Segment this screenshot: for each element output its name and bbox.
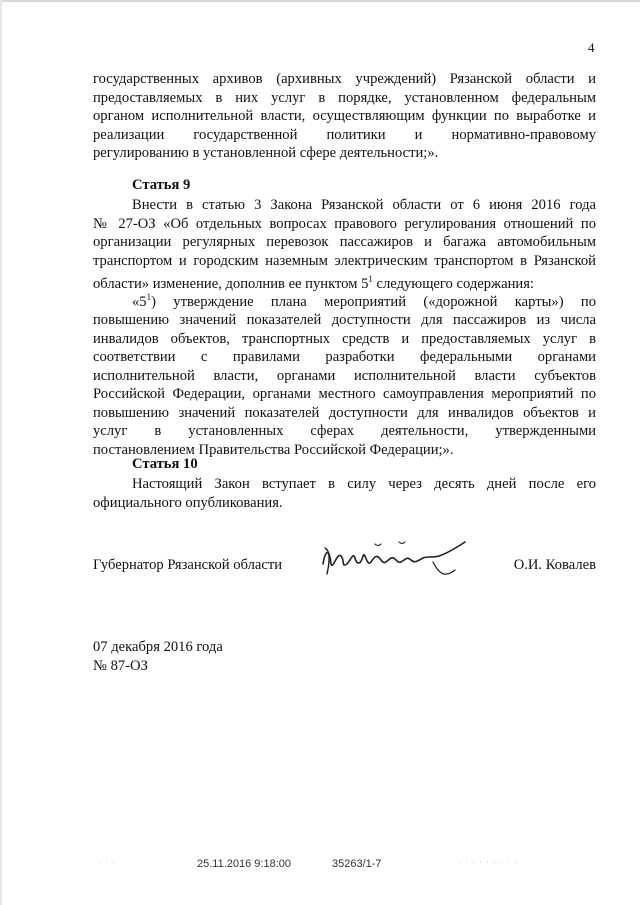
text-line: официального опубликования. xyxy=(93,494,283,511)
scan-edge-top xyxy=(0,0,640,2)
text-fragment: области» изменение, дополнив ее пунктом 5 xyxy=(93,275,369,292)
page-number: 4 xyxy=(588,40,595,55)
scan-edge-left xyxy=(0,0,2,905)
text-line: исполнительной власти, органами исполнительной власти субъектов xyxy=(93,367,596,384)
text-line: Внести в статью 3 Закона Рязанской области от 6 июня 2016 года xyxy=(132,197,596,213)
text-line: повышению значений показателей доступности для пассажиров из числа xyxy=(93,312,596,329)
scan-noise: · · · xyxy=(98,858,116,867)
handwritten-signature xyxy=(315,534,485,584)
text-line: регулированию в установленной сфере деятельности;». xyxy=(93,145,439,161)
law-date-number xyxy=(93,638,223,675)
paragraph-archives xyxy=(93,70,596,163)
registration-code: 35263/1-7 xyxy=(332,858,382,870)
text-line: предоставляемых в них услуг в порядке, установленном федеральным xyxy=(93,89,596,106)
article-9-heading: Статья 9 xyxy=(132,177,191,193)
law-date: 07 декабря 2016 года xyxy=(93,639,223,655)
text-fragment: «5 xyxy=(132,293,147,310)
article-10-paragraph xyxy=(93,475,596,512)
text-line: организации регулярных перевозок пассажиров и багажа автомобильным xyxy=(93,234,596,250)
superscript: 1 xyxy=(368,274,373,284)
text-line: органом исполнительной власти, осуществляющим функции по выработке и xyxy=(93,108,596,124)
signature-block xyxy=(93,557,596,587)
superscript: 1 xyxy=(146,292,152,302)
text-line: повышению значений показателей доступности для инвалидов объектов и xyxy=(93,404,596,421)
text-line: инвалидов объектов, транспортных средств и предоставляемых услуг в xyxy=(93,330,596,347)
text-fragment: ) утверждение плана мероприятий («дорожной карты») по xyxy=(151,293,596,310)
law-number: № 87-ОЗ xyxy=(93,657,148,674)
article-9-paragraph-b xyxy=(93,288,596,459)
text-line: транспортом и городским наземным электрическим транспортом в Рязанской xyxy=(93,252,596,269)
text-line: № 27-ОЗ «Об отдельных вопросах правового регулирования отношений по xyxy=(93,215,596,232)
signatory-name: О.И. Ковалев xyxy=(513,557,596,573)
signatory-title: Губернатор Рязанской области xyxy=(93,557,283,573)
text-fragment: следующего содержания: xyxy=(372,275,534,292)
text-line: услуг в установленных сферах деятельности, утвержденными xyxy=(93,423,596,440)
registration-datetime: 25.11.2016 9:18:00 xyxy=(197,858,291,870)
text-line xyxy=(93,288,596,311)
article-10-heading: Статья 10 xyxy=(132,456,198,472)
text-line: Настоящий Закон вступает в силу через десять дней после его xyxy=(132,476,596,492)
text-line: реализации государственной политики и нормативно-правовому xyxy=(93,126,596,143)
text-line: государственных архивов (архивных учреждений) Рязанской области и xyxy=(93,71,596,87)
text-line: Российской Федерации, органами местного самоуправления мероприятий по xyxy=(93,386,596,403)
text-line: постановлением Правительства Российской Федерации;». xyxy=(93,441,454,458)
text-line: соответствии с правилами разработки федеральными органами xyxy=(93,349,596,366)
scan-noise: · · · · · · · · · xyxy=(458,858,519,867)
article-9-paragraph-a xyxy=(93,196,596,293)
